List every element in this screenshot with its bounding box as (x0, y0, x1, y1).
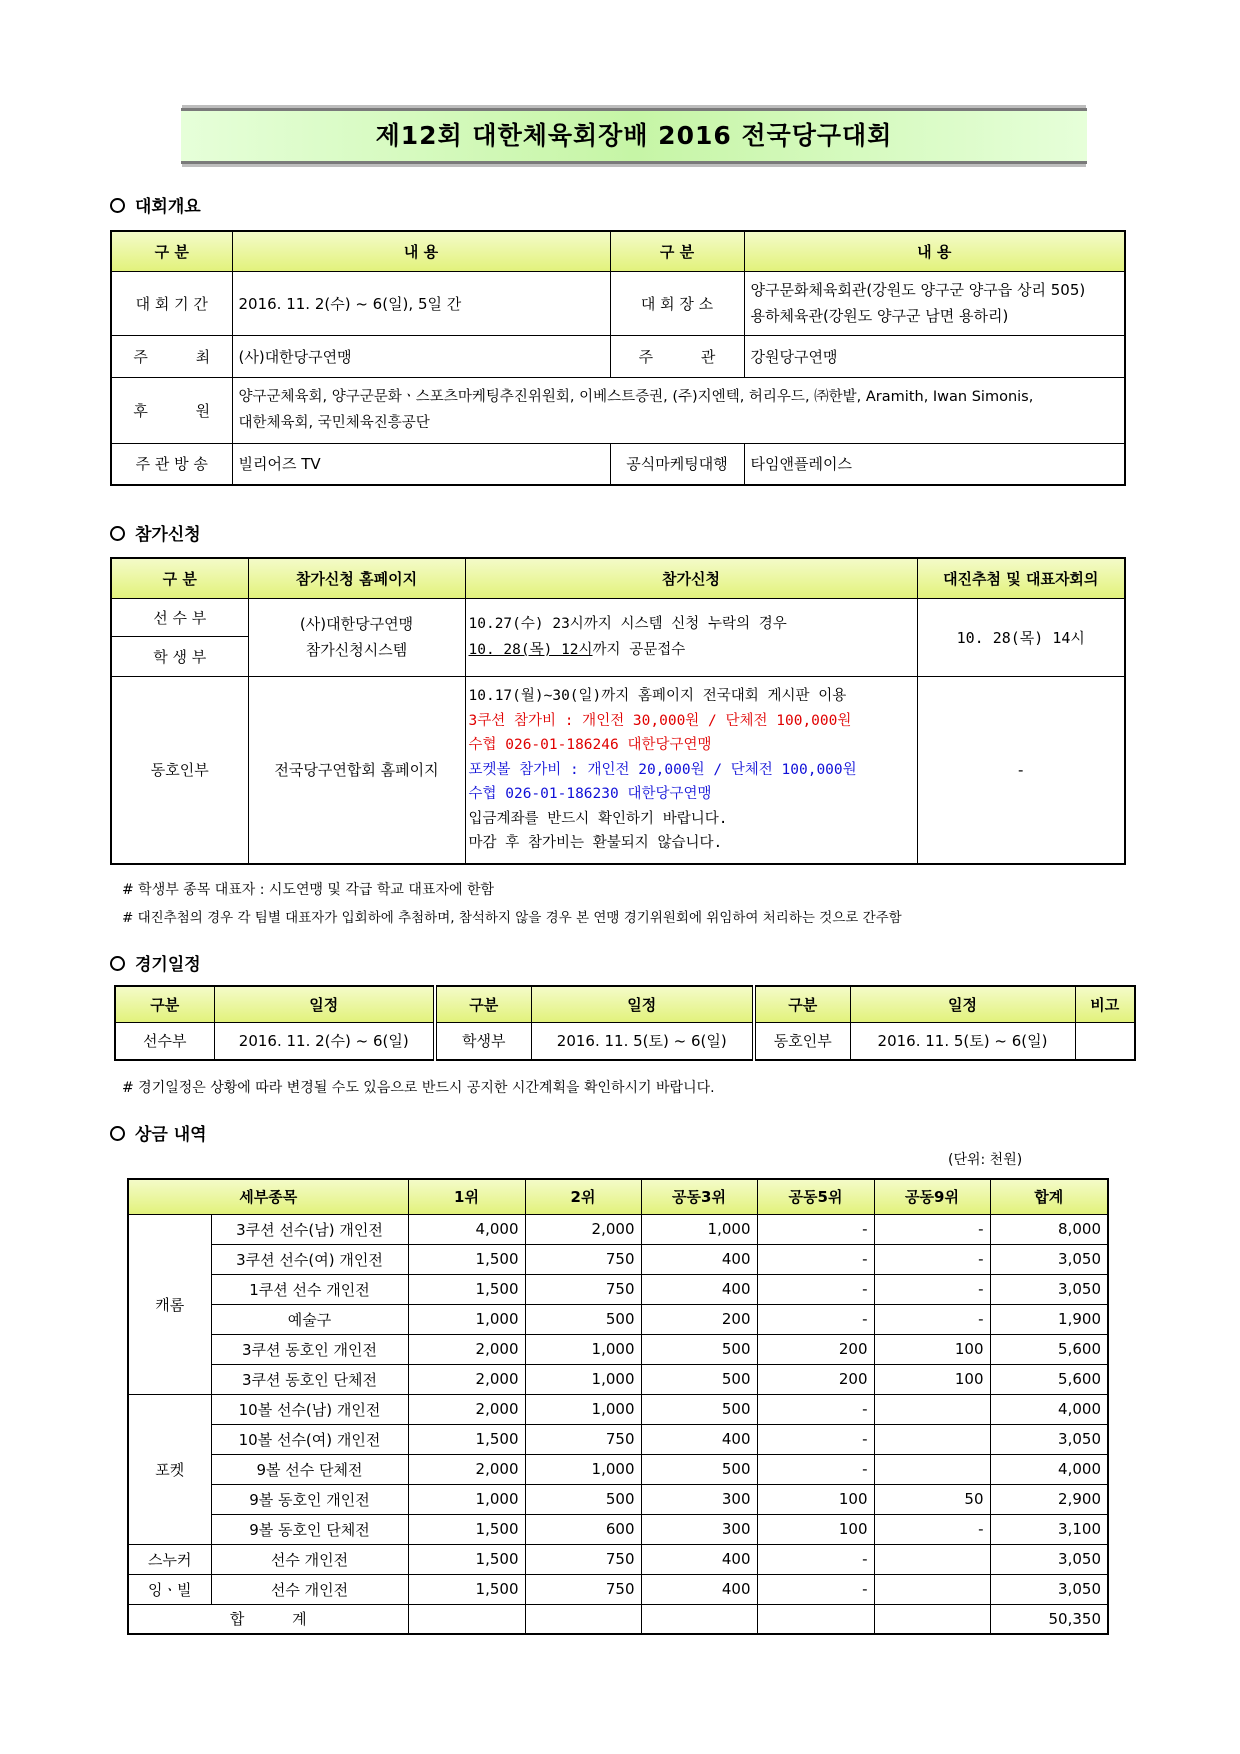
prize-row (128, 1424, 1108, 1454)
prize-cell-p9 (874, 1544, 990, 1574)
amateur-division: 동호인부 (111, 676, 248, 864)
schedule-note: # 경기일정은 상황에 따라 변경될 수도 있음으로 반드시 공지한 시간계획을 확인하시기 바랍니다. (122, 1080, 715, 1096)
section-heading-overview: 대회개요 (110, 192, 201, 217)
prize-event: 9볼 선수 단체전 (211, 1454, 408, 1484)
prize-cell-p5: - (757, 1574, 874, 1604)
prize-group-snooker: 스누커 (128, 1544, 211, 1574)
prize-cell-p1: 1,500 (408, 1424, 525, 1454)
organizer-value: 강원당구연맹 (744, 335, 1125, 377)
application-header-homepage: 참가신청 홈페이지 (248, 558, 465, 598)
prize-row (128, 1514, 1108, 1544)
organizer-label: 주 관 (610, 335, 744, 377)
prize-cell-p3: 400 (641, 1274, 757, 1304)
prize-cell-total: 4,000 (990, 1454, 1108, 1484)
prize-event: 10볼 선수(여) 개인전 (211, 1424, 408, 1454)
prize-cell-p1: 1,000 (408, 1484, 525, 1514)
prize-sum-1st (408, 1604, 525, 1634)
prize-cell-p3: 500 (641, 1334, 757, 1364)
prize-row (128, 1394, 1108, 1424)
prize-sum-total: 50,350 (990, 1604, 1108, 1634)
prize-cell-p1: 1,500 (408, 1544, 525, 1574)
prize-cell-p9 (874, 1394, 990, 1424)
prize-cell-p2: 500 (525, 1484, 641, 1514)
prize-cell-p5: 200 (757, 1334, 874, 1364)
prize-row (128, 1544, 1108, 1574)
prize-unit: (단위: 천원) (948, 1152, 1023, 1168)
prize-cell-total: 5,600 (990, 1364, 1108, 1394)
broadcast-label: 주 관 방 송 (111, 443, 232, 485)
period-value: 2016. 11. 2(수) ~ 6(일), 5일 간 (232, 271, 610, 335)
prize-cell-p3: 400 (641, 1424, 757, 1454)
overview-header-category-2: 구 분 (610, 231, 744, 271)
prize-group-carom: 캐롬 (128, 1214, 211, 1394)
student-division: 학 생 부 (111, 636, 248, 676)
prize-cell-p9: - (874, 1214, 990, 1244)
prize-cell-total: 3,100 (990, 1514, 1108, 1544)
prize-cell-p1: 2,000 (408, 1394, 525, 1424)
prize-event: 3쿠션 동호인 개인전 (211, 1334, 408, 1364)
prize-cell-p2: 500 (525, 1304, 641, 1334)
prize-cell-p3: 1,000 (641, 1214, 757, 1244)
broadcast-value: 빌리어즈 TV (232, 443, 610, 485)
prize-header-2nd: 2위 (525, 1179, 641, 1214)
schedule-div-2: 학생부 (435, 1022, 531, 1060)
prize-event: 9볼 동호인 개인전 (211, 1484, 408, 1514)
schedule-div-1: 선수부 (115, 1022, 214, 1060)
prize-group-pocket: 포켓 (128, 1394, 211, 1544)
schedule-div-3: 동호인부 (754, 1022, 850, 1060)
circle-bullet-icon (110, 956, 125, 971)
draw-time: 10. 28(목) 14시 (917, 598, 1125, 676)
prize-event: 3쿠션 선수(남) 개인전 (211, 1214, 408, 1244)
prize-header-event: 세부종목 (128, 1179, 408, 1214)
prize-cell-total: 2,900 (990, 1484, 1108, 1514)
application-system: (사)대한당구연맹 참가신청시스템 (248, 598, 465, 676)
host-value: (사)대한당구연맹 (232, 335, 610, 377)
prize-cell-p1: 4,000 (408, 1214, 525, 1244)
marketing-label: 공식마케팅대행 (610, 443, 744, 485)
prize-cell-p2: 1,000 (525, 1454, 641, 1484)
prize-cell-p2: 750 (525, 1424, 641, 1454)
prize-cell-total: 4,000 (990, 1394, 1108, 1424)
prize-sum-5th (757, 1604, 874, 1634)
overview-table (110, 230, 1126, 486)
prize-row (128, 1304, 1108, 1334)
prize-cell-p2: 1,000 (525, 1364, 641, 1394)
prize-cell-total: 3,050 (990, 1244, 1108, 1274)
schedule-header-div-1: 구분 (115, 986, 214, 1022)
prize-cell-p5: - (757, 1214, 874, 1244)
prize-sum-9th (874, 1604, 990, 1634)
prize-cell-p1: 1,500 (408, 1514, 525, 1544)
player-division: 선 수 부 (111, 598, 248, 636)
amateur-site: 전국당구연합회 홈페이지 (248, 676, 465, 864)
amateur-draw: - (917, 676, 1125, 864)
prize-cell-p9 (874, 1454, 990, 1484)
venue-label: 대 회 장 소 (610, 271, 744, 335)
prize-table (127, 1178, 1109, 1635)
prize-cell-p3: 200 (641, 1304, 757, 1334)
prize-cell-p5: 100 (757, 1484, 874, 1514)
prize-cell-p2: 750 (525, 1274, 641, 1304)
section-heading-application: 참가신청 (110, 520, 201, 545)
prize-cell-p9: - (874, 1514, 990, 1544)
prize-cell-p3: 500 (641, 1364, 757, 1394)
prize-sum-3rd (641, 1604, 757, 1634)
schedule-header-date-1: 일정 (214, 986, 435, 1022)
prize-header-1st: 1위 (408, 1179, 525, 1214)
page-title: 제12회 대한체육회장배 2016 전국당구대회 (375, 121, 893, 150)
prize-event: 예술구 (211, 1304, 408, 1334)
schedule-date-3: 2016. 11. 5(토) ~ 6(일) (850, 1022, 1075, 1060)
prize-cell-p1: 2,000 (408, 1334, 525, 1364)
prize-cell-total: 1,900 (990, 1304, 1108, 1334)
prize-row (128, 1574, 1108, 1604)
prize-event: 3쿠션 선수(여) 개인전 (211, 1244, 408, 1274)
prize-cell-p1: 2,000 (408, 1454, 525, 1484)
prize-cell-p1: 2,000 (408, 1364, 525, 1394)
schedule-header-div-2: 구분 (435, 986, 531, 1022)
prize-event: 3쿠션 동호인 단체전 (211, 1364, 408, 1394)
marketing-value: 타임앤플레이스 (744, 443, 1125, 485)
prize-header-9th: 공동9위 (874, 1179, 990, 1214)
prize-cell-p1: 1,500 (408, 1244, 525, 1274)
prize-cell-p2: 1,000 (525, 1334, 641, 1364)
prize-cell-total: 3,050 (990, 1574, 1108, 1604)
prize-event: 9볼 동호인 단체전 (211, 1514, 408, 1544)
application-note-1: # 학생부 종목 대표자 : 시도연맹 및 각급 학교 대표자에 한함 (122, 882, 494, 898)
overview-header-content: 내 용 (232, 231, 610, 271)
prize-cell-p5: 200 (757, 1364, 874, 1394)
prize-cell-p1: 1,500 (408, 1574, 525, 1604)
prize-cell-p9: 50 (874, 1484, 990, 1514)
schedule-header-div-3: 구분 (754, 986, 850, 1022)
prize-event: 1쿠션 선수 개인전 (211, 1274, 408, 1304)
prize-cell-p1: 1,500 (408, 1274, 525, 1304)
section-heading-prize: 상금 내역 (110, 1120, 207, 1145)
title-banner (181, 108, 1087, 164)
prize-cell-p2: 750 (525, 1574, 641, 1604)
prize-cell-p5: - (757, 1454, 874, 1484)
schedule-header-date-3: 일정 (850, 986, 1075, 1022)
prize-cell-p2: 2,000 (525, 1214, 641, 1244)
sponsor-label: 후 원 (111, 377, 232, 443)
prize-cell-p9: 100 (874, 1334, 990, 1364)
schedule-header-date-2: 일정 (531, 986, 754, 1022)
prize-row (128, 1214, 1108, 1244)
prize-cell-p9: - (874, 1244, 990, 1274)
prize-cell-p5: - (757, 1274, 874, 1304)
prize-cell-p3: 500 (641, 1394, 757, 1424)
section-heading-schedule: 경기일정 (110, 950, 201, 975)
prize-row (128, 1484, 1108, 1514)
prize-cell-p2: 1,000 (525, 1394, 641, 1424)
prize-row (128, 1274, 1108, 1304)
prize-row (128, 1454, 1108, 1484)
overview-header-category: 구 분 (111, 231, 232, 271)
prize-cell-total: 3,050 (990, 1544, 1108, 1574)
prize-cell-p9 (874, 1424, 990, 1454)
sponsor-value: 양구군체육회, 양구군문화ㆍ스포츠마케팅추진위원회, 이베스트증권, (주)지엔텍, 허리우드, ㈜한밭, Aramith, Iwan Simonis, 대한체육회, 국민체육진흥공단 (232, 377, 1125, 443)
prize-cell-p3: 400 (641, 1574, 757, 1604)
prize-cell-p3: 300 (641, 1514, 757, 1544)
prize-sum-2nd (525, 1604, 641, 1634)
prize-cell-p5: - (757, 1244, 874, 1274)
schedule-date-2: 2016. 11. 5(토) ~ 6(일) (531, 1022, 754, 1060)
prize-cell-p3: 500 (641, 1454, 757, 1484)
prize-cell-p3: 400 (641, 1544, 757, 1574)
overview-header-content-2: 내 용 (744, 231, 1125, 271)
venue-value: 양구문화체육회관(강원도 양구군 양구읍 상리 505) 용하체육관(강원도 양구군 남면 용하리) (744, 271, 1125, 335)
schedule-header-remark: 비고 (1075, 986, 1135, 1022)
circle-bullet-icon (110, 526, 125, 541)
prize-header-5th: 공동5위 (757, 1179, 874, 1214)
player-apply-info: 10.27(수) 23시까지 시스템 신청 누락의 경우 10. 28(목) 12시까지 공문접수 (465, 598, 917, 676)
application-table (110, 557, 1126, 865)
prize-cell-total: 8,000 (990, 1214, 1108, 1244)
period-label: 대 회 기 간 (111, 271, 232, 335)
prize-cell-p2: 600 (525, 1514, 641, 1544)
application-header-apply: 참가신청 (465, 558, 917, 598)
prize-event: 선수 개인전 (211, 1544, 408, 1574)
prize-cell-p9: - (874, 1274, 990, 1304)
application-note-2: # 대진추첨의 경우 각 팀별 대표자가 입회하에 추첨하며, 참석하지 않을 경우 본 연맹 경기위원회에 위임하여 처리하는 것으로 간주함 (122, 910, 902, 926)
prize-cell-p5: 100 (757, 1514, 874, 1544)
circle-bullet-icon (110, 198, 125, 213)
prize-group-english: 잉ㆍ빌 (128, 1574, 211, 1604)
host-label: 주 최 (111, 335, 232, 377)
prize-cell-p3: 300 (641, 1484, 757, 1514)
prize-cell-p5: - (757, 1394, 874, 1424)
prize-header-3rd: 공동3위 (641, 1179, 757, 1214)
prize-cell-total: 3,050 (990, 1274, 1108, 1304)
schedule-remark (1075, 1022, 1135, 1060)
prize-cell-p3: 400 (641, 1244, 757, 1274)
prize-cell-p2: 750 (525, 1244, 641, 1274)
prize-cell-p5: - (757, 1304, 874, 1334)
amateur-apply-info: 10.17(월)~30(일)까지 홈페이지 전국대회 게시판 이용 3쿠션 참가비 : 개인전 30,000원 / 단체전 100,000원 수협 026-01-186246 대한당구연맹 포켓볼 참가비 : 개인전 20,000원 / 단체전 100,000원 수협 026-01-186230 대한당구연맹 입금계좌를 반드시 확인하기 바랍니다. 마감 후 참가비는 환불되지 않습니다. (465, 676, 917, 864)
prize-cell-p5: - (757, 1544, 874, 1574)
prize-cell-p9: 100 (874, 1364, 990, 1394)
schedule-table (114, 985, 1136, 1061)
application-header-category: 구 분 (111, 558, 248, 598)
schedule-date-1: 2016. 11. 2(수) ~ 6(일) (214, 1022, 435, 1060)
prize-cell-p9 (874, 1574, 990, 1604)
prize-cell-total: 5,600 (990, 1334, 1108, 1364)
prize-cell-p1: 1,000 (408, 1304, 525, 1334)
prize-cell-total: 3,050 (990, 1424, 1108, 1454)
prize-header-total: 합계 (990, 1179, 1108, 1214)
circle-bullet-icon (110, 1126, 125, 1141)
prize-event: 선수 개인전 (211, 1574, 408, 1604)
prize-row (128, 1244, 1108, 1274)
prize-event: 10볼 선수(남) 개인전 (211, 1394, 408, 1424)
prize-cell-p5: - (757, 1424, 874, 1454)
application-header-draw: 대진추첨 및 대표자회의 (917, 558, 1125, 598)
prize-cell-p2: 750 (525, 1544, 641, 1574)
prize-cell-p9: - (874, 1304, 990, 1334)
prize-row (128, 1364, 1108, 1394)
prize-row (128, 1334, 1108, 1364)
prize-sum-label: 합 계 (128, 1604, 408, 1634)
